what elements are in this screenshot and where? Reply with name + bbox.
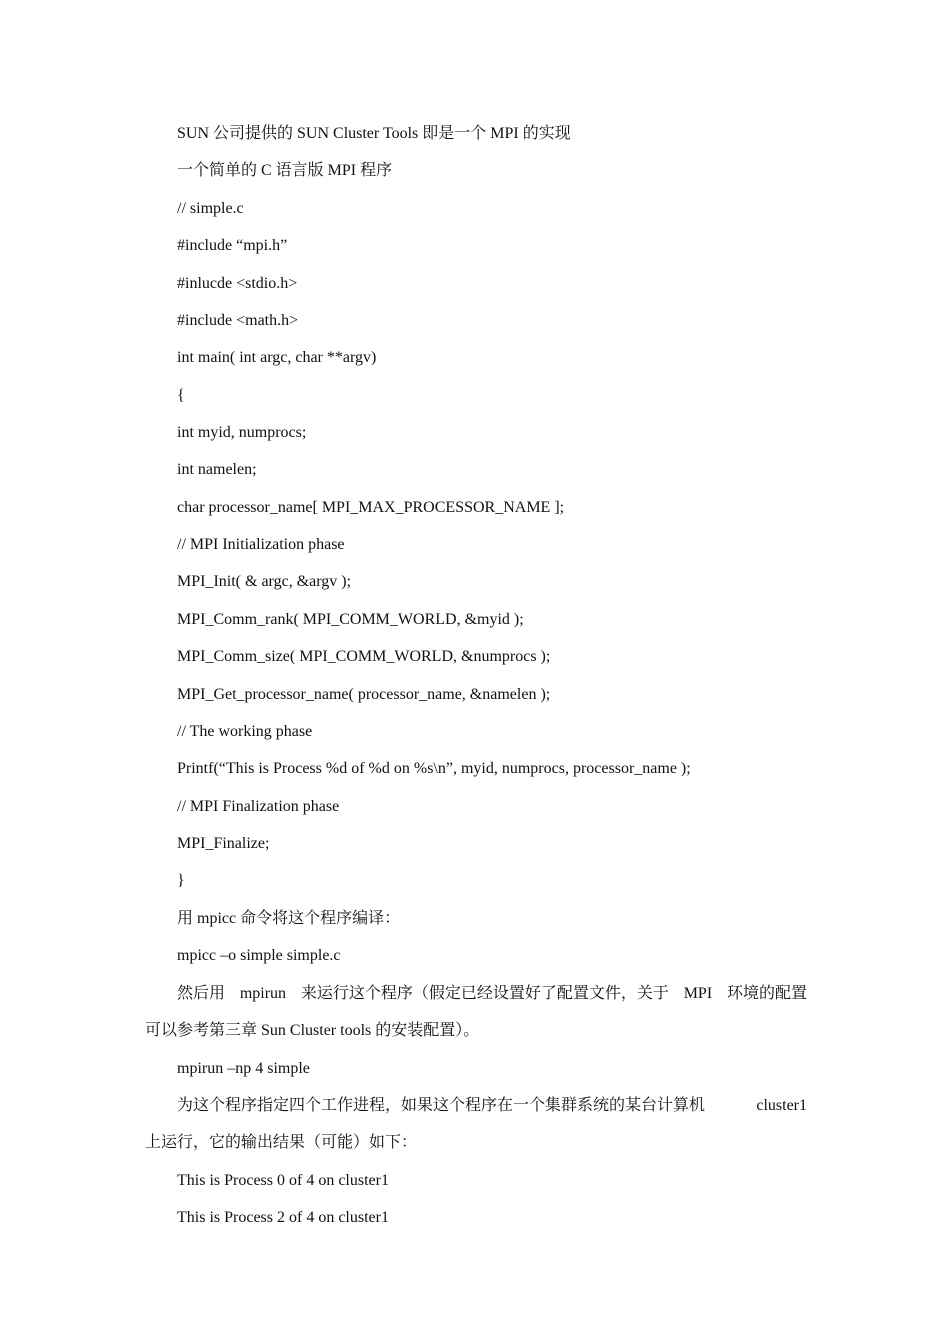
- paragraph-workers-line1: [177, 1096, 807, 1116]
- text-segment: 来运行这个程序（假定已经设置好了配置文件，关于: [300, 985, 669, 1002]
- text-segment: MPI: [683, 985, 713, 1002]
- code-line: #include <math.h>: [177, 312, 299, 329]
- text-segment: cluster1: [756, 1097, 807, 1114]
- paragraph-mpirun-line2: 可以参考第三章 Sun Cluster tools 的安装配置）。: [145, 1022, 480, 1039]
- code-line: char processor_name[ MPI_MAX_PROCESSOR_NAME ];: [177, 499, 565, 516]
- code-line: // The working phase: [177, 723, 313, 740]
- output-line: This is Process 2 of 4 on cluster1: [177, 1209, 389, 1226]
- code-line: #inlucde <stdio.h>: [177, 275, 298, 292]
- code-line: }: [177, 872, 185, 889]
- code-line: MPI_Comm_rank( MPI_COMM_WORLD, &myid );: [177, 611, 524, 628]
- text-segment: 环境的配置: [726, 985, 807, 1002]
- paragraph-workers-line2: 上运行，它的输出结果（可能）如下：: [145, 1134, 418, 1151]
- text-segment: mpirun: [239, 985, 287, 1002]
- code-line: MPI_Comm_size( MPI_COMM_WORLD, &numprocs );: [177, 648, 551, 665]
- code-line: // MPI Initialization phase: [177, 536, 345, 553]
- code-line: int main( int argc, char **argv): [177, 349, 377, 366]
- code-line: int namelen;: [177, 461, 257, 478]
- text-segment: 为这个程序指定四个工作进程，如果这个程序在一个集群系统的某台计算机: [177, 1097, 706, 1114]
- code-line: MPI_Init( & argc, &argv );: [177, 573, 352, 590]
- output-line: This is Process 0 of 4 on cluster1: [177, 1172, 389, 1189]
- paragraph-mpirun-line1: [177, 984, 807, 1004]
- text-segment: 然后用: [177, 985, 226, 1002]
- code-line: MPI_Finalize;: [177, 835, 270, 852]
- text-line: 一个简单的 C 语言版 MPI 程序: [177, 162, 393, 179]
- text-line: 用 mpicc 命令将这个程序编译：: [177, 910, 401, 927]
- code-line: Printf(“This is Process %d of %d on %s\n”, myid, numprocs, processor_name );: [177, 760, 691, 777]
- code-line: {: [177, 387, 185, 404]
- text-line: SUN 公司提供的 SUN Cluster Tools 即是一个 MPI 的实现: [177, 125, 571, 142]
- code-line: #include “mpi.h”: [177, 237, 288, 254]
- code-line: MPI_Get_processor_name( processor_name, &namelen );: [177, 686, 551, 703]
- code-line: // simple.c: [177, 200, 244, 217]
- code-line: // MPI Finalization phase: [177, 798, 340, 815]
- command-line: mpirun –np 4 simple: [177, 1060, 310, 1077]
- command-line: mpicc –o simple simple.c: [177, 947, 341, 964]
- code-line: int myid, numprocs;: [177, 424, 307, 441]
